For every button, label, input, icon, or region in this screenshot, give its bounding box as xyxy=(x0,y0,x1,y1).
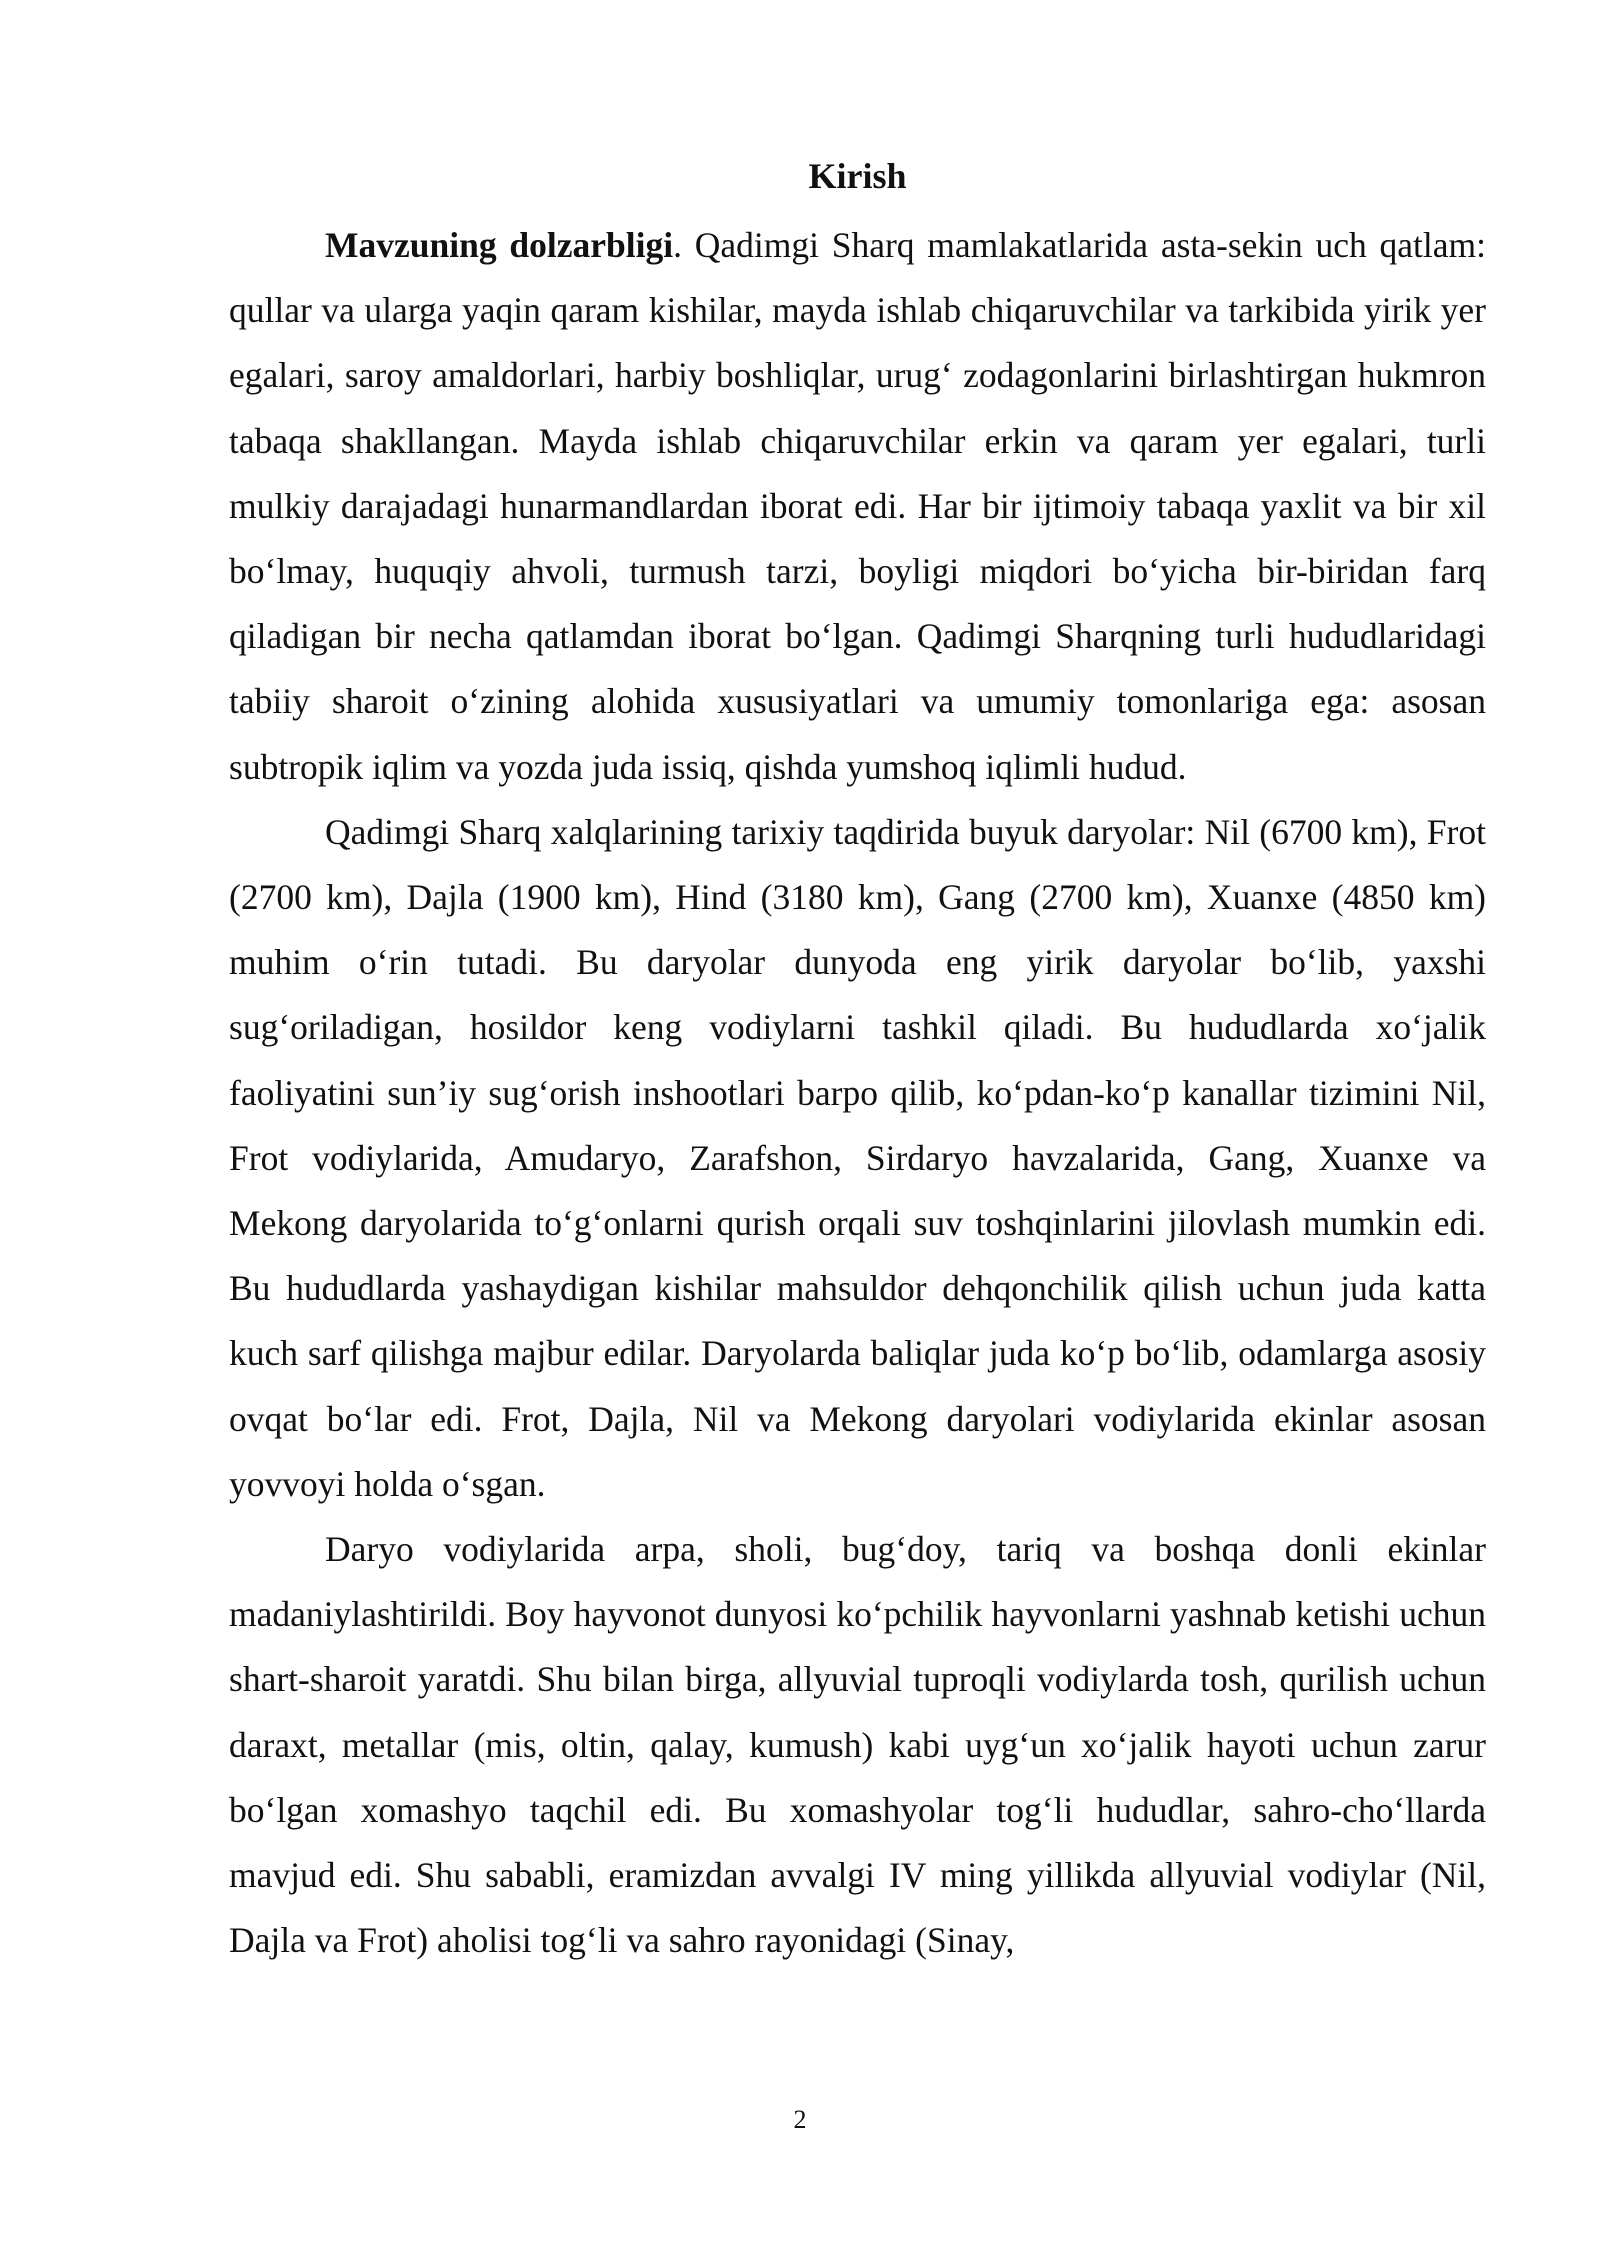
page-content xyxy=(229,148,1486,1973)
paragraph-relevance xyxy=(229,213,1486,800)
page-title: Kirish xyxy=(808,156,907,196)
page-number: 2 xyxy=(793,2105,807,2134)
paragraph-valleys xyxy=(229,1517,1486,1973)
paragraph-text: . Qadimgi Sharq mamlakatlarida asta-sekin uch qatlam: qullar va ularga yaqin qaram kishilar, mayda ishlab chiqaruvchilar va tarkibida yirik yer egalari, saroy amaldorlari, harbiy boshliqlar, urug‘ zodagonlarini birlashtirgan hukmron tabaqa shakllangan. Mayda ishlab chiqaruvchilar erkin va qaram yer egalari, turli mulkiy darajadagi hunarmandlardan iborat edi. Har bir ijtimoiy tabaqa yaxlit va bir xil bo‘lmay, huquqiy ahvoli, turmush tarzi, boyligi miqdori bo‘yicha bir-biridan farq qiladigan bir necha qatlamdan iborat bo‘lgan. Qadimgi Sharqning turli hududlaridagi tabiiy sharoit o‘zining alohida xususiyatlari va umumiy tomonlariga ega: asosan subtropik iqlim va yozda juda issiq, qishda yumshoq iqlimli hudud. xyxy=(229,225,1487,787)
paragraph-rivers xyxy=(229,800,1486,1517)
paragraph-text: Qadimgi Sharq xalqlarining tarixiy taqdirida buyuk daryolar: Nil (6700 km), Frot (2700 km), Dajla (1900 km), Hind (3180 km), Gang (2700 km), Xuanxe (4850 km) muhim o‘rin tutadi. Bu daryolar dunyoda eng yirik daryolar bo‘lib, yaxshi sug‘oriladigan, hosildor keng vodiylarni tashkil qiladi. Bu hududlarda xo‘jalik faoliyatini sun’iy sug‘orish inshootlari barpo qilib, ko‘pdan-ko‘p kanallar tizimini Nil, Frot vodiylarida, Amudaryo, Zarafshon, Sirdaryo havzalarida, Gang, Xuanxe va Mekong daryolarida to‘g‘onlarni qurish orqali suv toshqinlarini jilovlash mumkin edi. Bu hududlarda yashaydigan kishilar mahsuldor dehqonchilik qilish uchun juda katta kuch sarf qilishga majbur edilar. Daryolarda baliqlar juda ko‘p bo‘lib, odamlarga asosiy ovqat bo‘lar edi. Frot, Dajla, Nil va Mekong daryolari vodiylarida ekinlar asosan yovvoyi holda o‘sgan. xyxy=(229,811,1486,1504)
paragraph-text: Daryo vodiylarida arpa, sholi, bug‘doy, tariq va boshqa donli ekinlar madaniylashtirildi. Boy hayvonot dunyosi ko‘pchilik hayvonlarni yashnab ketishi uchun shart-sharoit yaratdi. Shu bilan birga, allyuvial tuproqli vodiylarda tosh, qurilish uchun daraxt, metallar (mis, oltin, qalay, kumush) kabi uyg‘un xo‘jalik hayoti uchun zarur bo‘lgan xomashyo taqchil edi. Bu xomashyolar tog‘li hududlar, sahro-cho‘llarda mavjud edi. Shu sababli, eramizdan avvalgi IV ming yillikda allyuvial vodiylar (Nil, Dajla va Frot) aholisi tog‘li va sahro rayonidagi (Sinay, xyxy=(229,1529,1486,1961)
paragraph-lead: Mavzuning dolzarbligi xyxy=(325,225,674,265)
